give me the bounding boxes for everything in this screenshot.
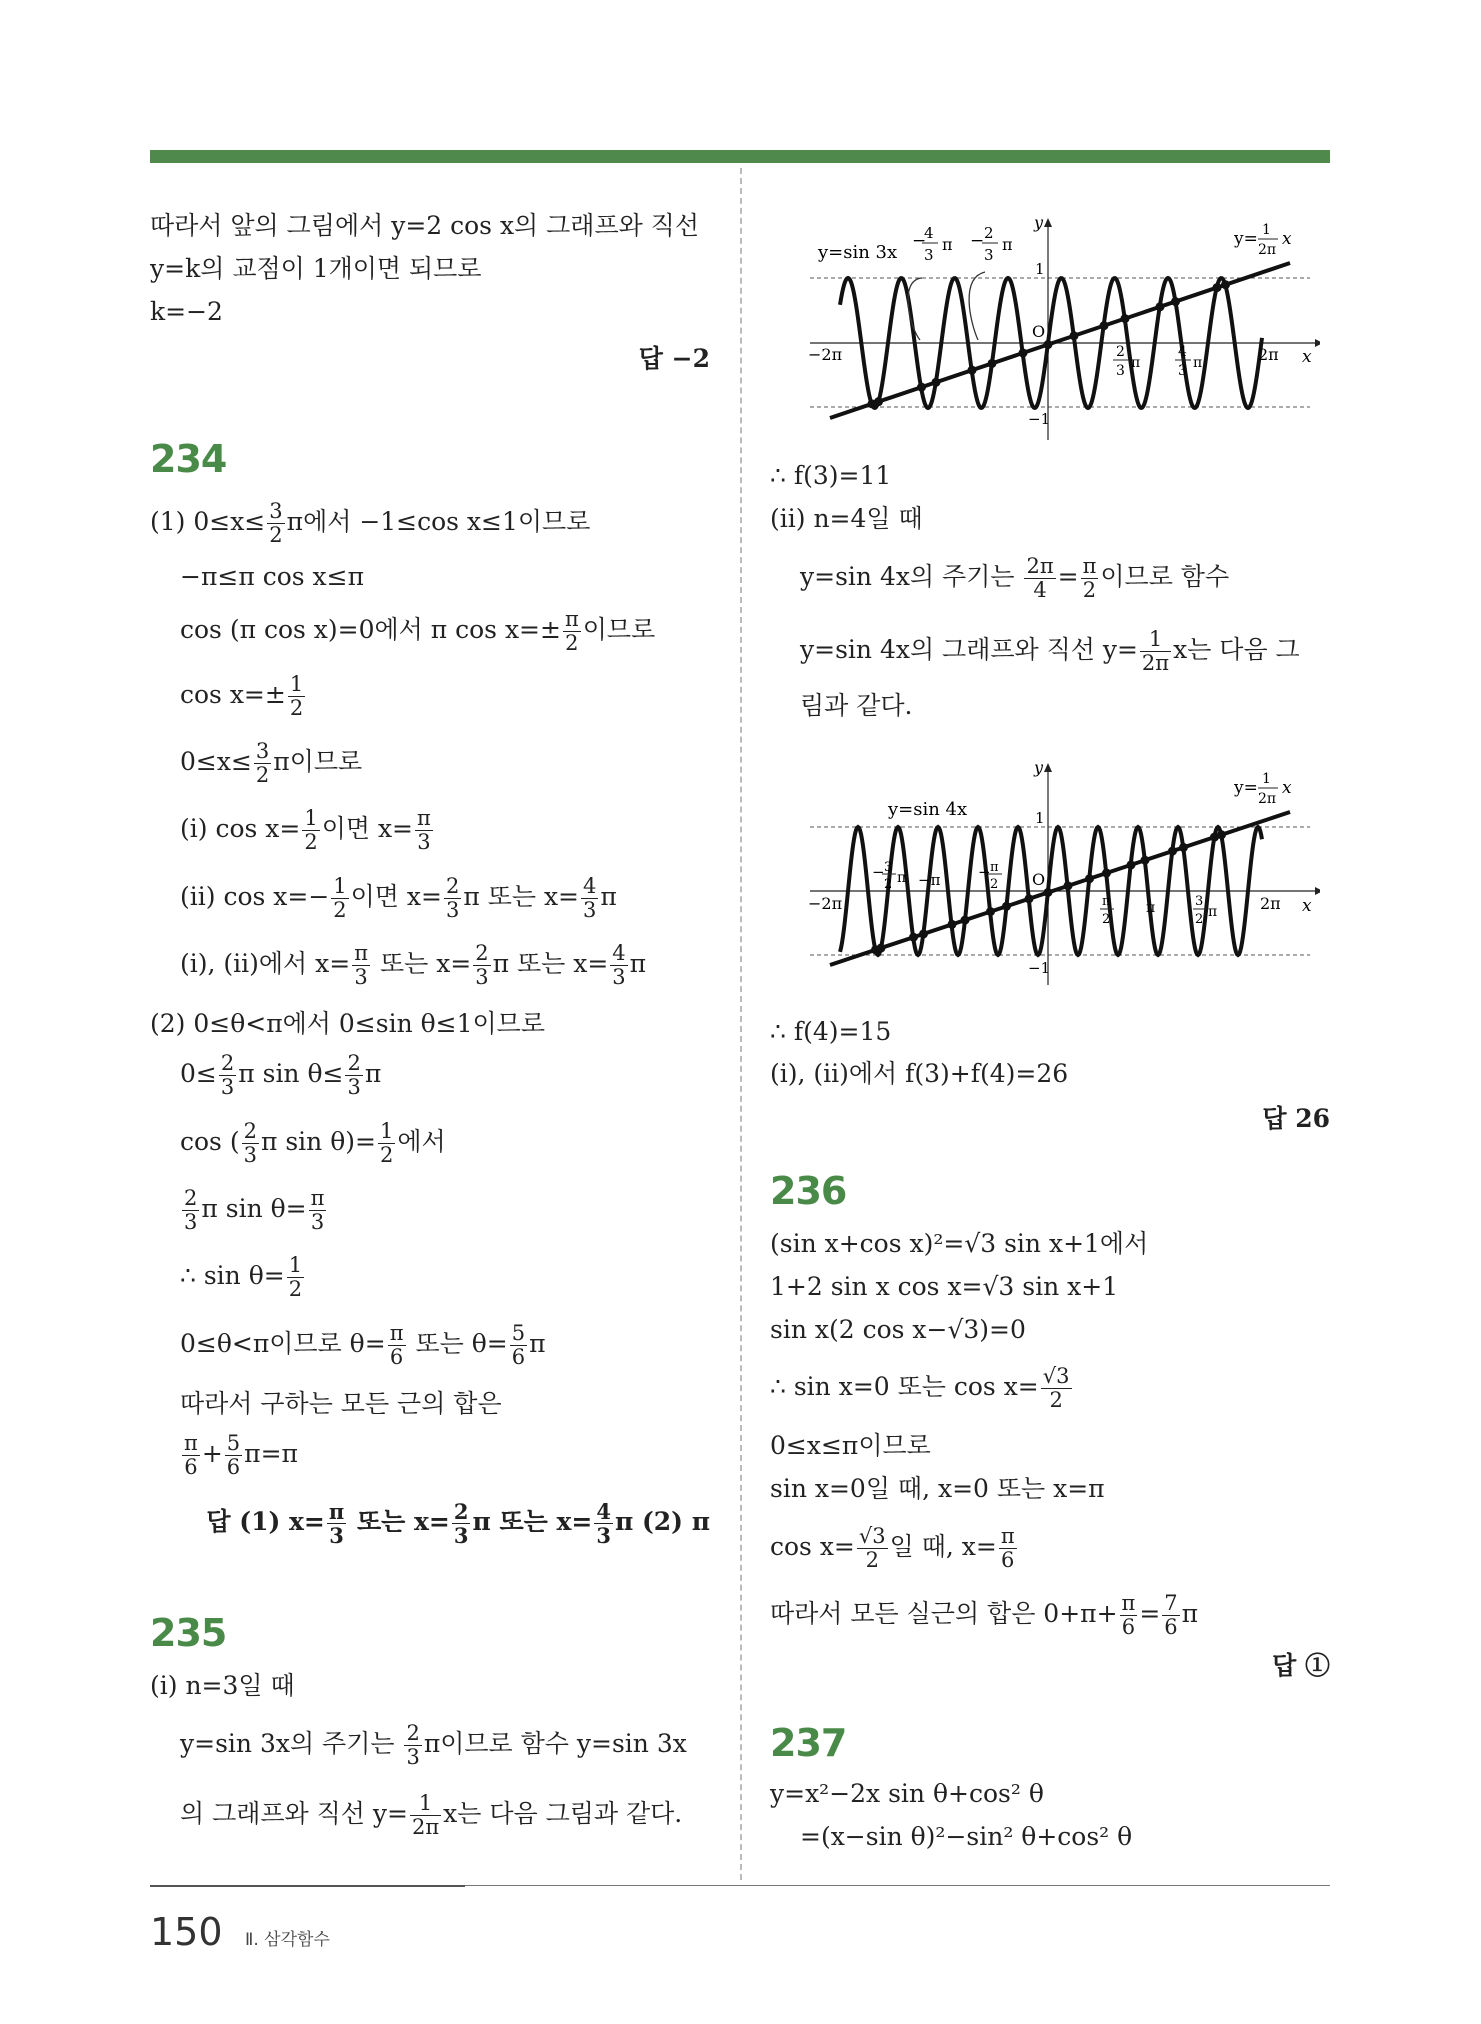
column-divider xyxy=(740,168,742,1880)
graph2-mark-pi-e: π xyxy=(1208,904,1218,920)
graph1-mark-2c: 2 xyxy=(1116,344,1125,360)
intersection-point xyxy=(1213,283,1222,292)
graph1-mark-4: 4 xyxy=(924,224,934,242)
p236-line-3: sin x(2 cos x−√3)=0 xyxy=(770,1315,1026,1344)
p236-line-4: ∴ sin x=0 또는 cos x= $\frac{√3}{2}$ xyxy=(770,1364,1070,1413)
problem-237-number: 237 xyxy=(770,1721,847,1765)
intersection-point xyxy=(1141,856,1150,865)
intro-line-3: k=−2 xyxy=(150,297,223,326)
intersection-point xyxy=(917,383,926,392)
intersection-point xyxy=(909,933,918,942)
header-bar xyxy=(150,150,1330,163)
chapter-title: Ⅱ. 삼각함수 xyxy=(245,1930,330,1950)
intersection-point xyxy=(1019,348,1028,357)
graph1-mark-pi-c: π xyxy=(1131,355,1141,371)
graph2-mark-1: 1 xyxy=(1035,809,1045,827)
graph2-mark-3a: 3 xyxy=(884,860,893,875)
intersection-point xyxy=(968,366,977,375)
intersection-point xyxy=(1044,340,1053,349)
r-line-graph-desc: y=sin 4x의 그래프와 직선 y= $\frac{1}{2\pi}$ x는 다음 그 xyxy=(800,627,1300,676)
graph1-mark-neg1: −1 xyxy=(1028,410,1051,428)
intersection-point xyxy=(877,944,886,953)
intersection-point xyxy=(1070,331,1079,340)
intersection-point xyxy=(1171,297,1180,306)
p234-answer: 답 (1) x= $\frac{\pi}{3}$ 또는 x= $\frac{2}{3}$ π 또는 x= $\frac{4}{3}$ π (2) π xyxy=(206,1499,710,1549)
p234-line-10: 0≤ $\frac{2}{3}$ π sin θ≤ $\frac{2}{3}$ π xyxy=(180,1051,382,1100)
p234-line-12: $\frac{2}{3}$ π sin θ= $\frac{\pi}{3}$ xyxy=(184,1186,325,1235)
graph1-mark-2: 2 xyxy=(984,224,994,242)
graph1-mark-pi-a: π xyxy=(942,235,953,254)
graph1-mark-minus-b: − xyxy=(970,231,985,251)
p236-line-2: 1+2 sin x cos x=√3 sin x+1 xyxy=(770,1272,1119,1301)
graph1-arrow-2 xyxy=(969,272,985,340)
graph1-x-label: x xyxy=(1302,347,1312,367)
p237-line-2: =(x−sin θ)²−sin² θ+cos² θ xyxy=(800,1822,1133,1851)
graph1-mark-3c: 3 xyxy=(1116,363,1125,379)
graph2-mark-2c: 2 xyxy=(1102,912,1111,927)
p234-line-9: (2) 0≤θ<π에서 0≤sin θ≤1이므로 xyxy=(150,1009,545,1038)
p235-line-3: 의 그래프와 직선 y= $\frac{1}{2\pi}$ x는 다음 그림과 같다. xyxy=(180,1791,683,1840)
intro-line-2: y=k의 교점이 1개이면 되므로 xyxy=(150,254,482,283)
graph2-line-label-a: y= xyxy=(1234,778,1258,798)
intersection-point xyxy=(1156,302,1165,311)
graph2-y-label: y xyxy=(1034,758,1044,777)
p235-line-1: (ⅰ) n=3일 때 xyxy=(150,1671,295,1700)
graph1-mark-neg2pi: −2π xyxy=(808,345,843,364)
graph2-mark-neg1: −1 xyxy=(1028,959,1051,977)
graph2-mark-pi-c: π xyxy=(1102,894,1111,909)
intersection-point xyxy=(1085,874,1094,883)
graph1-mark-pi-d: π xyxy=(1193,355,1203,371)
graph1-intersections xyxy=(868,280,1231,408)
intersection-point xyxy=(1044,888,1053,897)
graph2-origin: O xyxy=(1032,870,1046,889)
intro-answer: 답 −2 xyxy=(638,344,710,373)
p236-line-8: 따라서 모든 실근의 합은 0+π+ $\frac{\pi}{6}$ = $\frac{7}{6}$ π xyxy=(770,1591,1199,1640)
p234-line-5: 0≤x≤ $\frac{3}{2}$ π이므로 xyxy=(180,739,363,788)
graph2-mark-minus-b: − xyxy=(978,863,991,881)
p234-line-1: (1) 0≤x≤ $\frac{3}{2}$ π에서 −1≤cos x≤1이므로 xyxy=(150,499,591,548)
r-line-f3: ∴ f(3)=11 xyxy=(770,461,892,490)
p234-line-11: cos ( $\frac{2}{3}$ π sin θ)= $\frac{1}{2}$ 에서 xyxy=(180,1119,446,1168)
intersection-point xyxy=(1127,860,1136,869)
graph1-mark-2pi: 2π xyxy=(1258,345,1279,364)
r-line-sum: (ⅰ), (ⅱ)에서 f(3)+f(4)=26 xyxy=(770,1059,1069,1088)
graph1-mark-pi-b: π xyxy=(1002,235,1013,254)
graph2-mark-pi-a: π xyxy=(897,870,907,886)
intersection-point xyxy=(1221,280,1230,289)
p234-line-6: (ⅰ) cos x= $\frac{1}{2}$ 이면 x= $\frac{\pi}{3}$ xyxy=(180,806,431,855)
graph1-x-arrow xyxy=(1315,339,1320,347)
r-line-period: y=sin 4x의 주기는 $\frac{2\pi}{4}$ = $\frac{\pi}{2}$ 이므로 함수 xyxy=(800,554,1230,603)
graph1-line-label-b: x xyxy=(1282,229,1292,249)
graph2-mark-negpi: −π xyxy=(918,871,941,889)
graph2-mark-2b: 2 xyxy=(990,877,999,892)
p236-line-5: 0≤x≤π이므로 xyxy=(770,1431,931,1460)
graph1-mark-3a: 3 xyxy=(924,246,934,264)
graph2-x-label: x xyxy=(1302,896,1312,916)
graph2-x-arrow xyxy=(1315,887,1320,895)
graph2-mark-2a: 2 xyxy=(884,877,893,892)
p234-line-15: 따라서 구하는 모든 근의 합은 xyxy=(180,1389,502,1418)
intersection-point xyxy=(1217,830,1226,839)
r-line-graph-desc-2: 림과 같다. xyxy=(800,691,913,720)
intersection-point xyxy=(874,397,883,406)
graph-sin3x xyxy=(800,210,1320,450)
graph1-line-label-n: 1 xyxy=(1262,222,1271,238)
p234-line-4: cos x=± $\frac{1}{2}$ xyxy=(180,672,304,721)
graph1-y-label: y xyxy=(1034,213,1044,232)
intersection-point xyxy=(932,378,941,387)
graph1-mark-minus-a: − xyxy=(912,231,927,251)
graph1-line-label-d: 2π xyxy=(1258,242,1277,258)
intersection-point xyxy=(948,920,957,929)
graph2-line-label-n: 1 xyxy=(1262,771,1271,787)
intersection-point xyxy=(1179,843,1188,852)
intersection-point xyxy=(1064,881,1073,890)
intersection-point xyxy=(1100,321,1109,330)
graph2-mark-2e: 2 xyxy=(1195,912,1204,927)
graph1-mark-3d: 3 xyxy=(1178,363,1187,379)
footer-rule-accent xyxy=(150,1885,465,1887)
graph2-mark-3e: 3 xyxy=(1195,894,1204,909)
graph2-line-label-b: x xyxy=(1282,778,1292,798)
problem-234-number: 234 xyxy=(150,437,227,481)
graph2-mark-pi-d: π xyxy=(1146,900,1156,916)
intersection-point xyxy=(988,359,997,368)
graph1-mark-3b: 3 xyxy=(984,246,994,264)
graph2-y-arrow xyxy=(1044,763,1052,772)
intersection-point xyxy=(919,929,928,938)
r-line-f4: ∴ f(4)=15 xyxy=(770,1017,892,1046)
graph2-mark-2pi: 2π xyxy=(1260,894,1281,913)
p234-line-14: 0≤θ<π이므로 θ= $\frac{\pi}{6}$ 또는 θ= $\frac{5}{6}$ π xyxy=(180,1321,546,1370)
r-line-case2: (ⅱ) n=4일 때 xyxy=(770,504,923,533)
p236-line-7: cos x= $\frac{√3}{2}$ 일 때, x= $\frac{\pi}{6}$ xyxy=(770,1524,1015,1573)
intersection-point xyxy=(1002,902,1011,911)
intersection-point xyxy=(961,916,970,925)
p236-answer: 답 ① xyxy=(1272,1651,1330,1680)
p234-line-7: (ⅱ) cos x=− $\frac{1}{2}$ 이면 x= $\frac{2}{3}$ π 또는 x= $\frac{4}{3}$ π xyxy=(180,874,617,923)
graph1-mark-4d: 4 xyxy=(1178,344,1187,360)
p234-line-2: −π≤π cos x≤π xyxy=(180,562,365,591)
p234-line-16: $\frac{\pi}{6}$ + $\frac{5}{6}$ π=π xyxy=(184,1431,298,1480)
p234-line-13: ∴ sin θ= $\frac{1}{2}$ xyxy=(180,1253,303,1302)
graph2-line-label-d: 2π xyxy=(1258,791,1277,807)
graph1-line-label-a: y= xyxy=(1234,229,1258,249)
graph2-mark-pi-b: π xyxy=(990,860,999,875)
graph1-curve-label: y=sin 3x xyxy=(818,242,898,263)
p234-line-8: (ⅰ), (ⅱ)에서 x= $\frac{\pi}{3}$ 또는 x= $\frac{2}{3}$ π 또는 x= $\frac{4}{3}$ π xyxy=(180,941,647,990)
graph1-mark-1: 1 xyxy=(1035,260,1045,278)
intersection-point xyxy=(1102,869,1111,878)
p234-line-3: cos (π cos x)=0에서 π cos x=± $\frac{\pi}{2}$ 이므로 xyxy=(180,607,656,656)
graph1-origin: O xyxy=(1032,322,1046,341)
intersection-point xyxy=(1168,847,1177,856)
p236-line-6: sin x=0일 때, x=0 또는 x=π xyxy=(770,1474,1105,1503)
p236-line-1: (sin x+cos x)²=√3 sin x+1에서 xyxy=(770,1229,1149,1258)
graph2-mark-minus-a: − xyxy=(872,863,885,881)
graph2-curve-label: y=sin 4x xyxy=(888,799,968,820)
intersection-point xyxy=(1121,314,1130,323)
p235-line-2: y=sin 3x의 주기는 $\frac{2}{3}$ π이므로 함수 y=sin 3x xyxy=(180,1721,687,1770)
problem-236-number: 236 xyxy=(770,1169,847,1213)
p235-answer: 답 26 xyxy=(1262,1104,1330,1133)
graph2-mark-neg2pi: −2π xyxy=(808,894,843,913)
p237-line-1: y=x²−2x sin θ+cos² θ xyxy=(770,1779,1044,1808)
problem-235-number: 235 xyxy=(150,1611,227,1655)
page-number: 150 xyxy=(150,1910,223,1954)
intro-line-1: 따라서 앞의 그림에서 y=2 cos x의 그래프와 직선 xyxy=(150,211,699,240)
graph1-y-arrow xyxy=(1044,218,1052,227)
intersection-point xyxy=(986,907,995,916)
graph-sin4x xyxy=(800,755,1320,995)
intersection-point xyxy=(1025,894,1034,903)
